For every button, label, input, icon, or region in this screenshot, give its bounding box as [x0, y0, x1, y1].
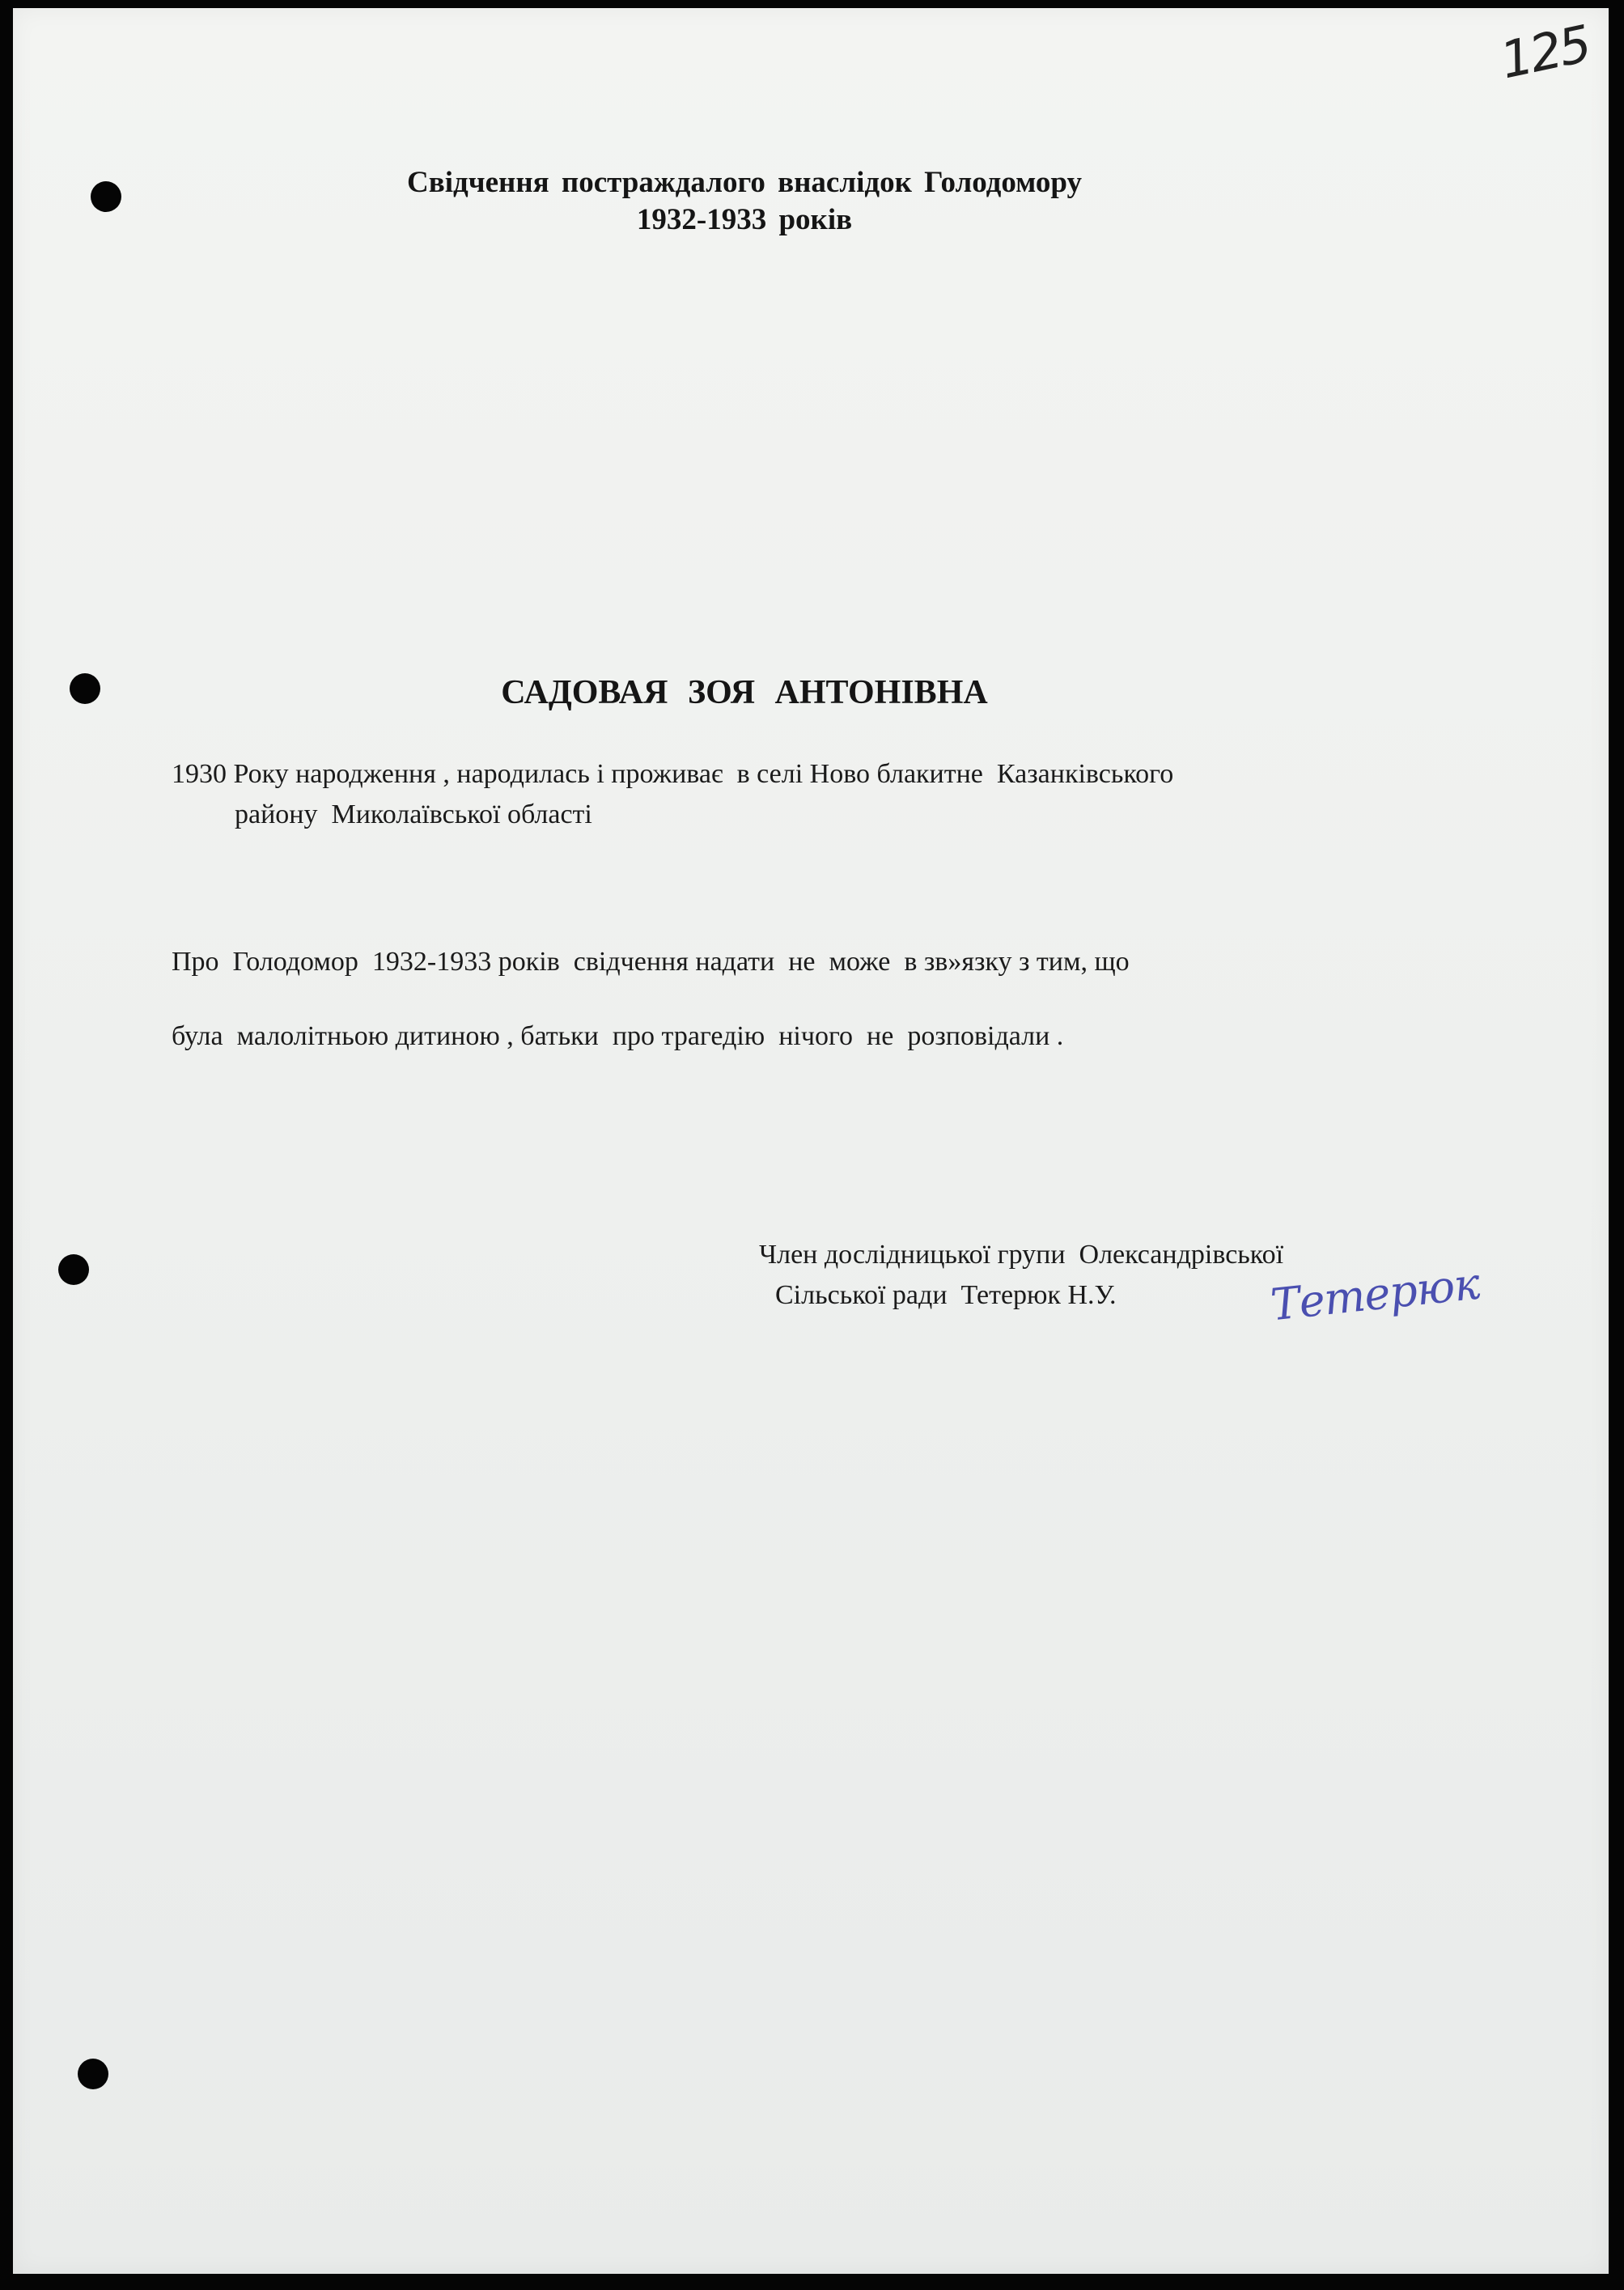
handwritten-signature: Тетерюк	[1268, 1257, 1482, 1331]
signer-name: Сільської ради Тетерюк Н.У.	[775, 1280, 1117, 1310]
birth-info-line-1: 1930 Року народження , народилась і проживає в селі Ново блакитне Казанківського	[172, 759, 1174, 789]
testimony-line-2: була малолітньою дитиною , батьки про трагедію нічого не розповідали .	[172, 1021, 1064, 1051]
punch-hole	[58, 1254, 89, 1285]
document-page	[13, 8, 1609, 2274]
person-name: САДОВАЯ ЗОЯ АНТОНІВНА	[501, 674, 988, 711]
document-title: Свідчення постраждалого внаслідок Голодомору	[407, 166, 1082, 199]
birth-info-line-2: району Миколаївської області	[235, 799, 592, 829]
testimony-line-1: Про Голодомор 1932-1933 років свідчення надати не може в зв»язку з тим, що	[172, 947, 1130, 977]
handwritten-page-number: 125	[1495, 14, 1595, 91]
punch-hole	[78, 2059, 108, 2089]
document-title-years: 1932-1933 років	[636, 203, 853, 236]
signer-role: Член дослідницької групи Олександрівської	[759, 1240, 1284, 1270]
